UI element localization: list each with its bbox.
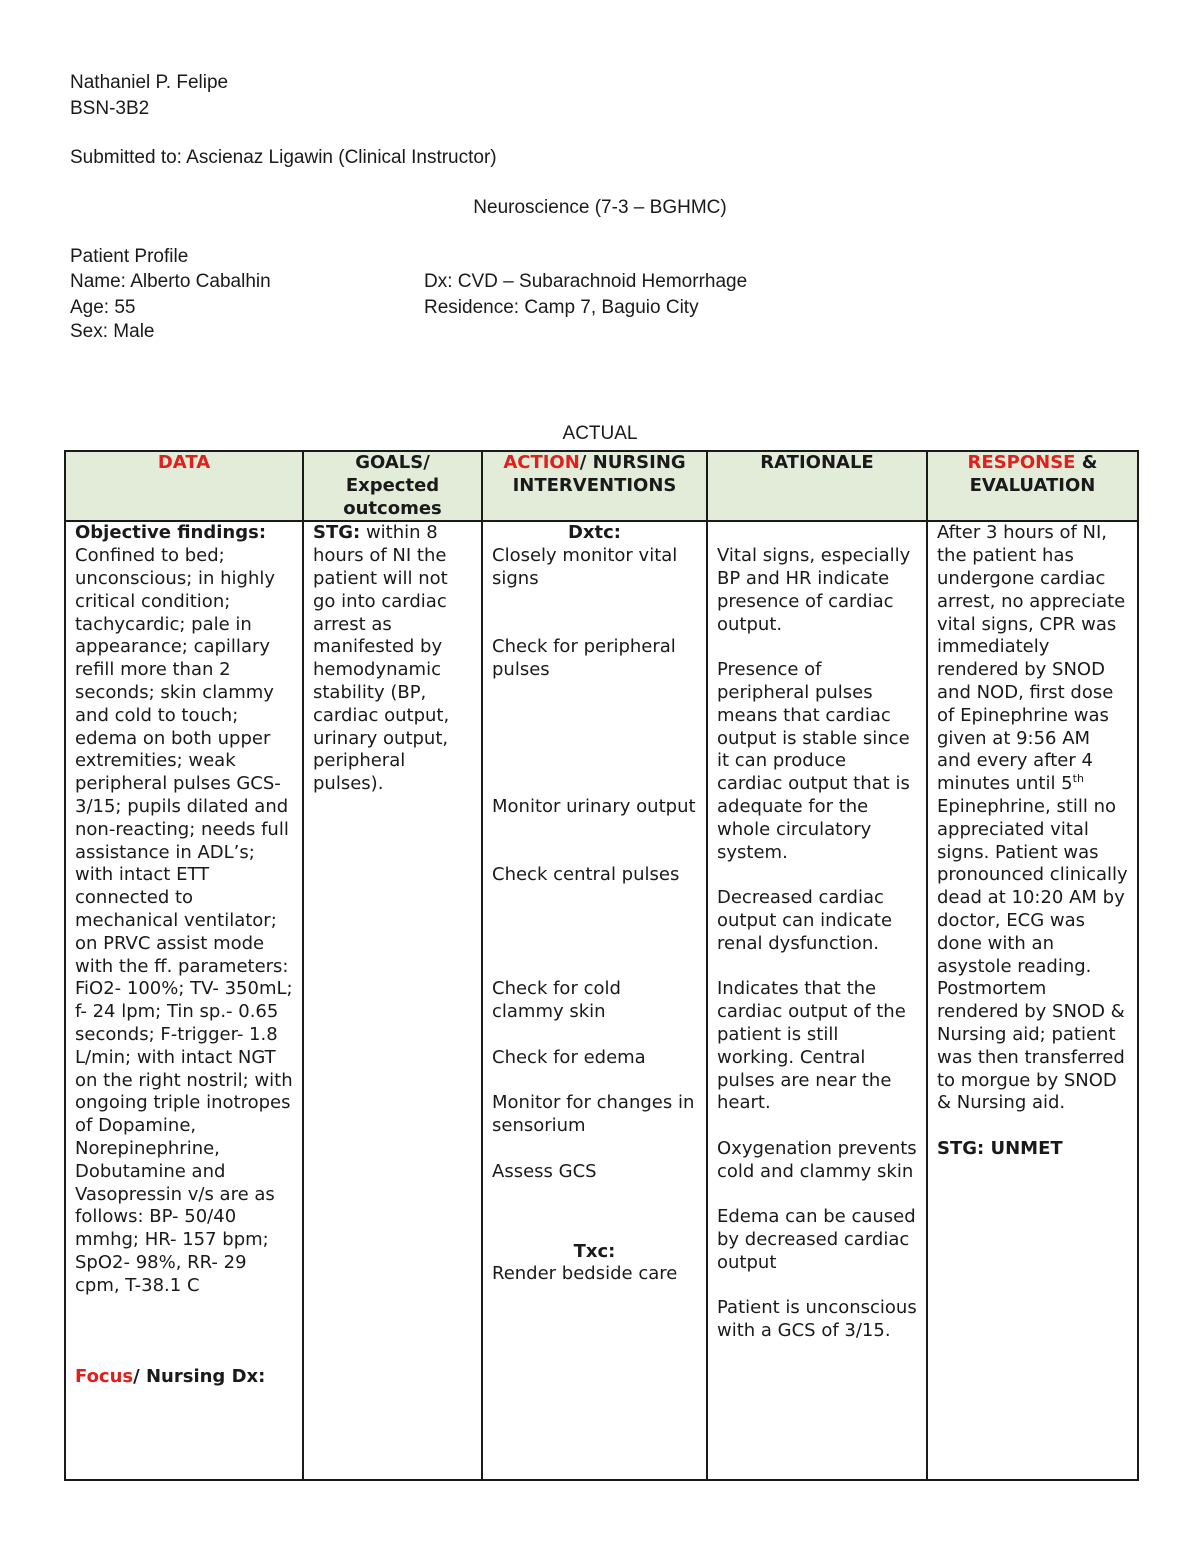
- table-title: ACTUAL: [562, 423, 638, 444]
- header-response: RESPONSE & EVALUATION: [927, 451, 1138, 521]
- patient-sex: Sex: Male: [70, 321, 155, 342]
- action-item: Monitor urinary output: [492, 795, 696, 817]
- response-cell: [927, 521, 1138, 1480]
- header-data: DATA: [65, 451, 303, 521]
- rationale-item: Decreased cardiac output can indicate renal dysfunction.: [717, 887, 893, 954]
- dxtc-label: Dxtc:: [567, 522, 622, 544]
- patient-age: Age: 55: [70, 297, 136, 318]
- course-title: Neuroscience (7-3 – BGHMC): [473, 197, 727, 218]
- rationale-item: Presence of peripheral pulses means that cardiac output is stable since it can produce cardiac output that is adequate for the whole circulatory system.: [717, 659, 910, 863]
- rationale-item: Vital signs, especially BP and HR indicate presence of cardiac output.: [717, 545, 911, 635]
- action-item: Closely monitor vital signs: [492, 545, 678, 589]
- action-item: Assess GCS: [492, 1160, 597, 1182]
- actions-cell: [482, 521, 707, 1480]
- rationale-item: Edema can be caused by decreased cardiac output: [717, 1206, 916, 1273]
- patient-residence: Residence: Camp 7, Baguio City: [424, 297, 699, 318]
- data-cell: [65, 521, 303, 1480]
- table-header-row: [65, 451, 1138, 521]
- student-name: Nathaniel P. Felipe: [70, 72, 229, 93]
- patient-profile-title: Patient Profile: [70, 246, 189, 267]
- rationale-cell: [707, 521, 927, 1480]
- header-rationale: RATIONALE: [707, 451, 927, 521]
- header-action: ACTION/ NURSING INTERVENTIONS: [482, 451, 707, 521]
- student-section: BSN-3B2: [70, 98, 150, 119]
- action-item: Check central pulses: [492, 864, 680, 886]
- response-text: After 3 hours of NI, the patient has undergone cardiac arrest, no appreciate vital signs, CPR was immediately rendered by SNOD and NOD, first dose of Epinephrine was given at 9:56 AM and every after 4 minutes until 5th Epinephrine, still no appreciated vital signs. Patient was pronounced clinically dead at 10:20 AM by doctor, ECG was done with an asystole reading. Postmortem rendered by SNOD & Nursing aid; patient was then transferred to morgue by SNOD & Nursing aid.: [937, 522, 1128, 1114]
- submitted-to: Submitted to: Ascienaz Ligawin (Clinical Instructor): [70, 147, 497, 168]
- header-goals: GOALS/ Expected outcomes: [303, 451, 482, 521]
- action-item: Check for cold clammy skin: [492, 978, 621, 1023]
- action-item: Monitor for changes in sensorium: [492, 1092, 695, 1137]
- rationale-item: Patient is unconscious with a GCS of 3/15.: [717, 1297, 917, 1342]
- objective-findings-heading: Objective findings:: [75, 522, 267, 544]
- goals-cell: [303, 521, 482, 1480]
- action-item: Check for edema: [492, 1046, 646, 1068]
- action-item: Check for peripheral pulses: [492, 636, 676, 681]
- rationale-item: Indicates that the cardiac output of the patient is still working. Central pulses are near the heart.: [717, 978, 906, 1114]
- patient-name: Name: Alberto Cabalhin: [70, 271, 271, 292]
- table-row: [65, 521, 1138, 1480]
- objective-findings-text: Confined to bed; unconscious; in highly critical condition; tachycardic; pale in appearance; capillary refill more than 2 seconds; skin clammy and cold to touch; edema on both upper extremities; weak peripheral pulses GCS- 3/15; pupils dilated and non-reacting; needs full assistance in ADL’s; with intact ETT connected to mechanical ventilator; on PRVC assist mode with the ff. parameters: FiO2- 100%; TV- 350mL; f- 24 lpm; Tin sp.- 0.65 seconds; F-trigger- 1.8 L/min; with intact NGT on the right nostril; with ongoing triple inotropes of Dopamine, Norepinephrine, Dobutamine and Vasopressin v/s are as follows: BP- 50/40 mmhg; HR- 157 bpm; SpO2- 98%, RR- 29 cpm, T-38.1 C: [75, 545, 293, 1296]
- stg-status: STG: UNMET: [937, 1137, 1063, 1159]
- focus-nursing-dx: Focus/ Nursing Dx:: [75, 1365, 266, 1387]
- care-plan-table: [64, 450, 1139, 1481]
- patient-diagnosis: Dx: CVD – Subarachnoid Hemorrhage: [424, 271, 748, 292]
- rationale-item: Oxygenation prevents cold and clammy skin: [717, 1137, 917, 1182]
- txc-label: Txc:: [573, 1240, 616, 1262]
- stg-goal: STG: within 8 hours of NI the patient will not go into cardiac arrest as manifested by hemodynamic stability (BP, cardiac output, urinary output, peripheral pulses).: [313, 522, 450, 795]
- action-item: Render bedside care: [492, 1263, 678, 1285]
